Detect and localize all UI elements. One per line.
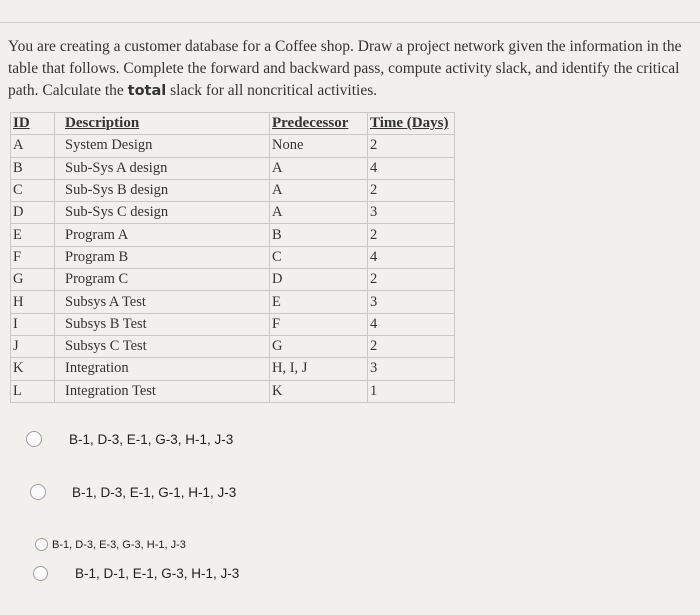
cell-predecessor: None (270, 135, 368, 157)
table-row (11, 224, 455, 246)
table-row (11, 335, 455, 357)
cell-id: J (11, 335, 55, 357)
cell-predecessor: A (270, 157, 368, 179)
answer-option-1[interactable] (26, 431, 233, 447)
table-row (11, 269, 455, 291)
question-line-3-start: path. Calculate the (8, 82, 128, 99)
cell-time: 2 (368, 179, 455, 201)
cell-description: Program A (55, 224, 270, 246)
radio-button[interactable] (35, 538, 48, 551)
cell-id: H (11, 291, 55, 313)
radio-button[interactable] (26, 431, 42, 447)
table-row (11, 179, 455, 201)
question-line-3-end: slack for all noncritical activities. (166, 82, 378, 99)
cell-description: Program C (55, 269, 270, 291)
activity-table (10, 112, 455, 403)
question-text (8, 36, 700, 102)
header-id: ID (11, 113, 55, 135)
answer-option-4[interactable] (33, 566, 239, 581)
cell-predecessor: H, I, J (270, 358, 368, 380)
header-time: Time (Days) (368, 113, 455, 135)
answer-option-label: B-1, D-1, E-1, G-3, H-1, J-3 (75, 566, 240, 581)
cell-id: L (11, 380, 55, 402)
table-row (11, 291, 455, 313)
cell-description: Sub-Sys C design (55, 202, 270, 224)
radio-button[interactable] (30, 484, 46, 500)
top-divider (0, 22, 700, 23)
answer-option-label: B-1, D-3, E-1, G-1, H-1, J-3 (72, 484, 237, 500)
cell-predecessor: F (270, 313, 368, 335)
cell-time: 2 (368, 224, 455, 246)
cell-id: A (11, 135, 55, 157)
cell-description: Integration (55, 358, 270, 380)
cell-description: Sub-Sys A design (55, 157, 270, 179)
table-row (11, 380, 455, 402)
cell-time: 2 (368, 269, 455, 291)
cell-description: Integration Test (55, 380, 270, 402)
table-row (11, 246, 455, 268)
cell-id: K (11, 358, 55, 380)
cell-predecessor: K (270, 380, 368, 402)
cell-id: I (11, 313, 55, 335)
cell-time: 4 (368, 313, 455, 335)
radio-button[interactable] (33, 566, 48, 581)
cell-predecessor: D (270, 269, 368, 291)
header-description: Description (55, 113, 270, 135)
cell-time: 1 (368, 380, 455, 402)
header-predecessor: Predecessor (270, 113, 368, 135)
cell-time: 2 (368, 135, 455, 157)
answer-option-3[interactable] (35, 538, 186, 551)
cell-time: 3 (368, 358, 455, 380)
table-header-row (11, 113, 455, 135)
cell-predecessor: G (270, 335, 368, 357)
cell-description: Sub-Sys B design (55, 179, 270, 201)
answer-option-2[interactable] (30, 484, 236, 500)
answer-option-label: B-1, D-3, E-1, G-3, H-1, J-3 (69, 431, 234, 447)
cell-time: 3 (368, 291, 455, 313)
cell-predecessor: E (270, 291, 368, 313)
cell-predecessor: A (270, 179, 368, 201)
cell-time: 4 (368, 246, 455, 268)
question-line-2: table that follows. Complete the forward and backward pass, compute activity slack, and identify the critical (8, 60, 680, 77)
cell-predecessor: C (270, 246, 368, 268)
cell-id: G (11, 269, 55, 291)
cell-id: F (11, 246, 55, 268)
cell-description: Subsys C Test (55, 335, 270, 357)
table-row (11, 202, 455, 224)
cell-time: 4 (368, 157, 455, 179)
table-row (11, 313, 455, 335)
cell-description: Program B (55, 246, 270, 268)
table-row (11, 157, 455, 179)
cell-predecessor: A (270, 202, 368, 224)
table-row (11, 358, 455, 380)
cell-description: System Design (55, 135, 270, 157)
question-bold-word: total (127, 83, 167, 99)
cell-predecessor: B (270, 224, 368, 246)
cell-id: D (11, 202, 55, 224)
cell-description: Subsys A Test (55, 291, 270, 313)
question-line-3 (8, 80, 700, 102)
question-line-1: You are creating a customer database for a Coffee shop. Draw a project network given the information in the (8, 38, 682, 55)
table-row (11, 135, 455, 157)
cell-description: Subsys B Test (55, 313, 270, 335)
cell-id: B (11, 157, 55, 179)
answer-option-label: B-1, D-3, E-3, G-3, H-1, J-3 (52, 538, 186, 551)
cell-id: E (11, 224, 55, 246)
cell-time: 2 (368, 335, 455, 357)
cell-id: C (11, 179, 55, 201)
cell-time: 3 (368, 202, 455, 224)
